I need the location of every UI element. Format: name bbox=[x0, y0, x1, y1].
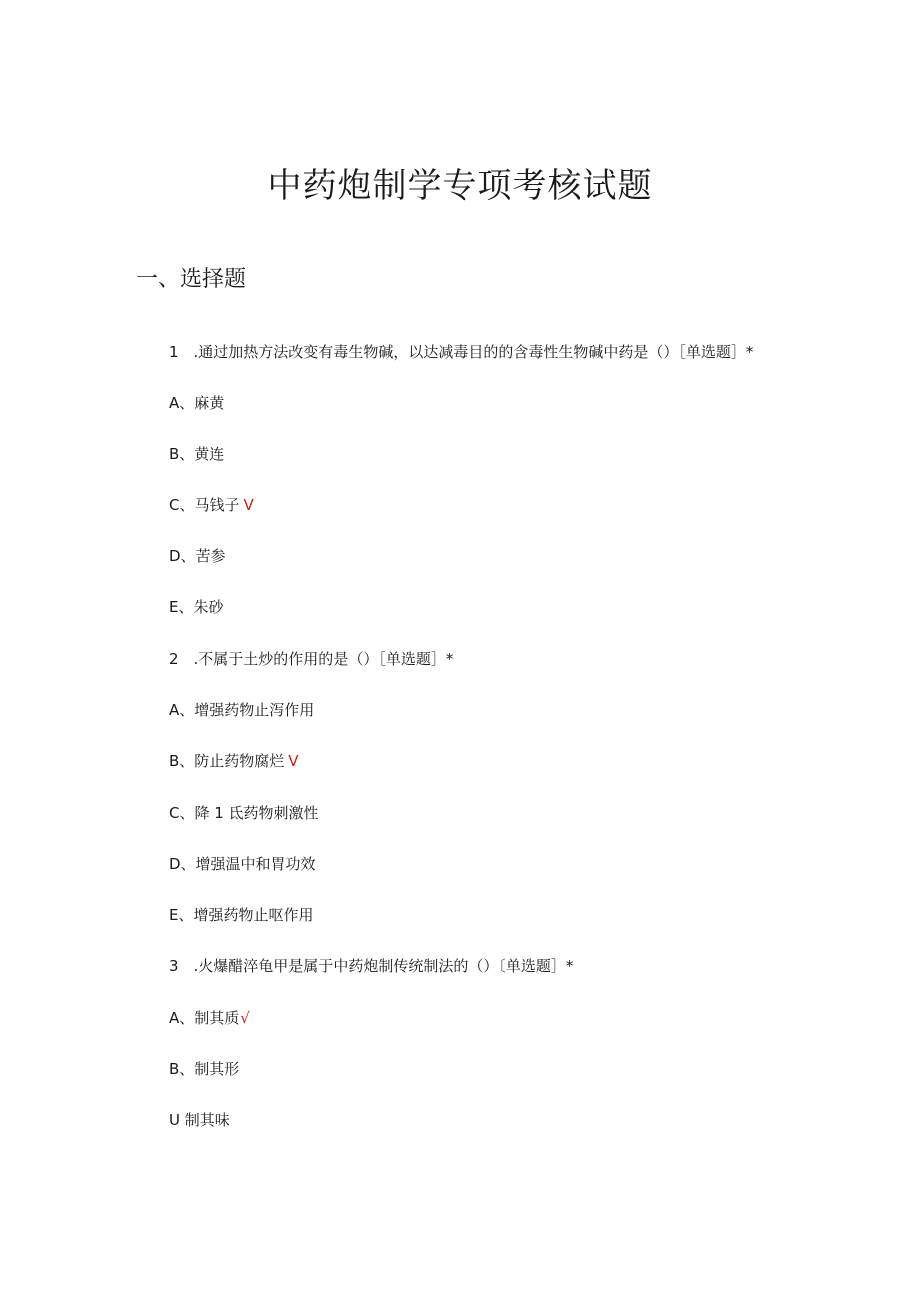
q2-option-c bbox=[169, 802, 319, 824]
q1-option-e bbox=[169, 596, 223, 618]
option-text: A、麻黄 bbox=[169, 394, 225, 412]
correct-answer-mark: V bbox=[243, 496, 254, 514]
q2-option-d bbox=[169, 853, 316, 875]
question-text: 2 .不属于土炒的作用的是（）［单选题］* bbox=[169, 650, 454, 668]
option-text: A、增强药物止泻作用 bbox=[169, 701, 315, 719]
question-1 bbox=[169, 341, 753, 363]
option-text: C、马钱子 bbox=[169, 496, 240, 514]
q3-option-b bbox=[169, 1058, 239, 1080]
question-text: 1 .通过加热方法改变有毒生物碱，以达减毒目的的含毒性生物碱中药是（）［单选题］* bbox=[169, 343, 754, 361]
correct-answer-mark: V bbox=[288, 752, 299, 770]
option-text: E、增强药物止呕作用 bbox=[169, 906, 314, 924]
question-text: 3 .火爆醋淬龟甲是属于中药炮制传统制法的（）〔单选题］* bbox=[169, 957, 574, 975]
section-heading: 一、选择题 bbox=[136, 267, 247, 292]
document-title: 中药炮制学专项考核试题 bbox=[267, 166, 653, 206]
option-text: D、增强温中和胃功效 bbox=[169, 855, 316, 873]
q2-option-a bbox=[169, 699, 314, 721]
q1-option-d bbox=[169, 545, 226, 567]
option-text: U 制其味 bbox=[169, 1111, 230, 1129]
q1-option-a bbox=[169, 392, 224, 414]
q3-option-a bbox=[169, 1007, 250, 1029]
option-text: B、制其形 bbox=[169, 1060, 240, 1078]
option-text: D、苦参 bbox=[169, 547, 226, 565]
option-text: E、朱砂 bbox=[169, 598, 224, 616]
correct-answer-mark: √ bbox=[240, 1009, 250, 1027]
option-text: A、制其质 bbox=[169, 1009, 240, 1027]
option-text: B、黄连 bbox=[169, 445, 225, 463]
question-3 bbox=[169, 955, 573, 977]
question-2 bbox=[169, 648, 453, 670]
q1-option-b bbox=[169, 443, 224, 465]
q2-option-b bbox=[169, 750, 299, 772]
q1-option-c bbox=[169, 494, 254, 516]
q2-option-e bbox=[169, 904, 313, 926]
option-text: B、防止药物腐烂 bbox=[169, 752, 285, 770]
q3-option-c bbox=[169, 1109, 230, 1131]
option-text: C、降 1 氐药物刺激性 bbox=[169, 804, 319, 822]
